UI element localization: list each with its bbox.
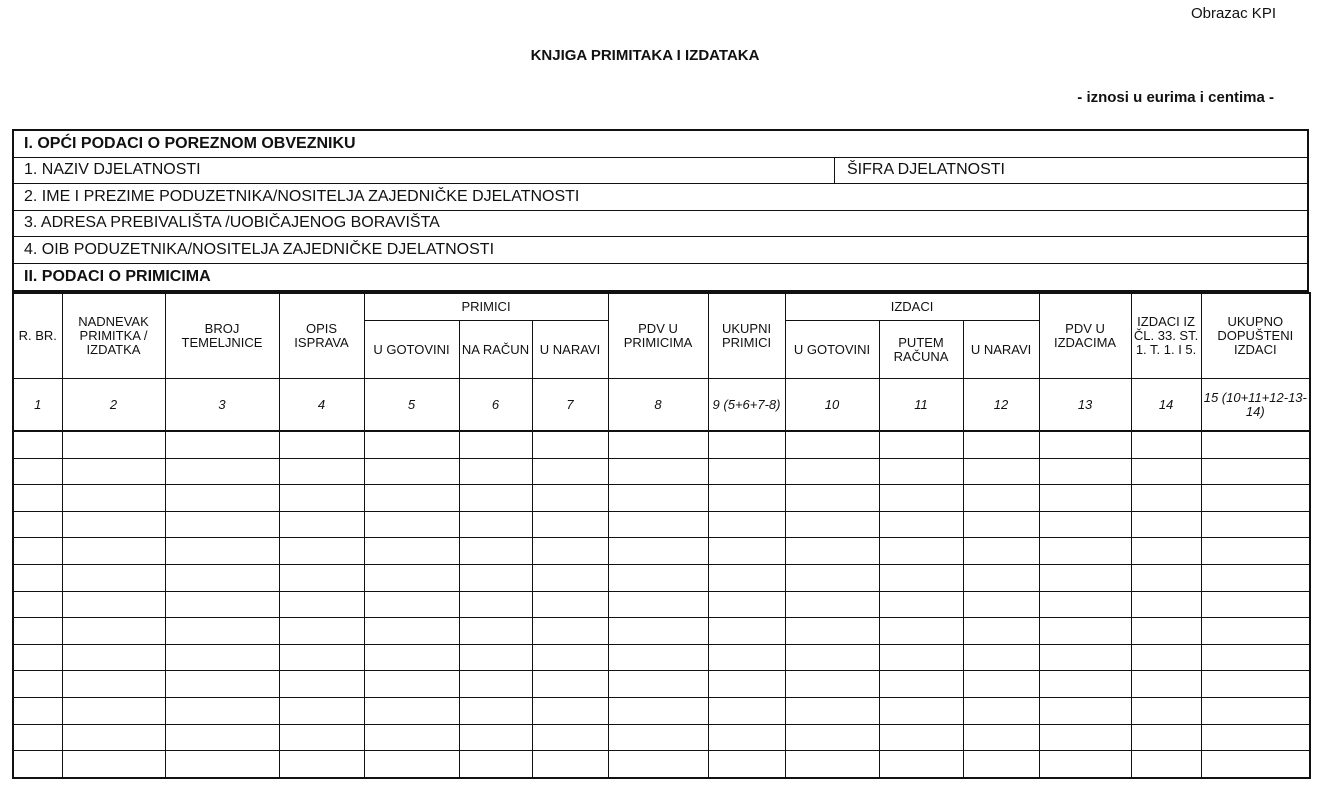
table-cell[interactable]	[1201, 485, 1310, 512]
table-cell[interactable]	[879, 697, 963, 724]
table-cell[interactable]	[459, 751, 532, 778]
table-cell[interactable]	[459, 591, 532, 618]
table-row	[13, 591, 1310, 618]
table-cell[interactable]	[1201, 538, 1310, 565]
table-cell[interactable]	[459, 564, 532, 591]
table-row	[13, 724, 1310, 751]
table-cell[interactable]	[963, 564, 1039, 591]
table-cell[interactable]	[1131, 431, 1201, 458]
table-cell[interactable]	[13, 538, 62, 565]
table-row	[13, 511, 1310, 538]
col-total-allowed-header: UKUPNO DOPUŠTENI IZDACI	[1201, 293, 1310, 379]
table-cell[interactable]	[165, 724, 279, 751]
table-cell[interactable]	[708, 618, 785, 645]
table-row	[13, 751, 1310, 778]
table-cell[interactable]	[963, 485, 1039, 512]
table-cell[interactable]	[279, 724, 364, 751]
table-cell[interactable]	[532, 564, 608, 591]
table-cell[interactable]	[879, 644, 963, 671]
receipts-group-header: PRIMICI	[364, 293, 608, 321]
table-cell[interactable]	[785, 751, 879, 778]
col-total-receipts-header: UKUPNI PRIMICI	[708, 293, 785, 379]
col-number: 13	[1039, 379, 1131, 432]
table-cell[interactable]	[1039, 724, 1131, 751]
address-label: 3. ADRESA PREBIVALIŠTA /UOBIČAJENOG BORAVIŠTA	[24, 214, 440, 232]
owner-name-field[interactable]	[14, 184, 1307, 211]
col-vat-expenses-header: PDV U IZDACIMA	[1039, 293, 1131, 379]
table-cell[interactable]	[13, 458, 62, 485]
table-cell[interactable]	[62, 697, 165, 724]
ledger-body	[13, 431, 1310, 778]
table-cell[interactable]	[279, 697, 364, 724]
col-date-header: NADNEVAK PRIMITKA / IZDATKA	[62, 293, 165, 379]
table-cell[interactable]	[785, 538, 879, 565]
table-cell[interactable]	[608, 671, 708, 698]
table-cell[interactable]	[785, 511, 879, 538]
col-number: 7	[532, 379, 608, 432]
table-cell[interactable]	[364, 697, 459, 724]
col-number: 15 (10+11+12-13-14)	[1201, 379, 1310, 432]
table-cell[interactable]	[62, 538, 165, 565]
table-cell[interactable]	[1201, 671, 1310, 698]
table-row	[13, 644, 1310, 671]
ledger-table	[12, 292, 1311, 779]
table-cell[interactable]	[532, 485, 608, 512]
table-cell[interactable]	[879, 751, 963, 778]
table-cell[interactable]	[13, 431, 62, 458]
table-cell[interactable]	[1039, 751, 1131, 778]
table-cell[interactable]	[13, 671, 62, 698]
table-cell[interactable]	[364, 431, 459, 458]
table-cell[interactable]	[963, 511, 1039, 538]
col-number: 5	[364, 379, 459, 432]
col-number: 14	[1131, 379, 1201, 432]
col-desc-header: OPIS ISPRAVA	[279, 293, 364, 379]
col-doc-no-header: BROJ TEMELJNICE	[165, 293, 279, 379]
table-cell[interactable]	[62, 724, 165, 751]
table-row	[13, 431, 1310, 458]
table-cell[interactable]	[1039, 511, 1131, 538]
table-cell[interactable]	[364, 618, 459, 645]
table-cell[interactable]	[879, 564, 963, 591]
table-cell[interactable]	[963, 591, 1039, 618]
table-cell[interactable]	[165, 751, 279, 778]
table-cell[interactable]	[608, 591, 708, 618]
table-cell[interactable]	[459, 511, 532, 538]
table-cell[interactable]	[608, 724, 708, 751]
business-name-field[interactable]	[14, 158, 1307, 185]
table-cell[interactable]	[13, 644, 62, 671]
table-cell[interactable]	[364, 751, 459, 778]
table-cell[interactable]	[364, 458, 459, 485]
table-cell[interactable]	[785, 591, 879, 618]
table-cell[interactable]	[608, 538, 708, 565]
col-e-cash-header: U GOTOVINI	[785, 321, 879, 379]
header-row-1	[13, 293, 1310, 321]
table-cell[interactable]	[1039, 538, 1131, 565]
table-cell[interactable]	[1131, 697, 1201, 724]
table-cell[interactable]	[165, 697, 279, 724]
col-number: 11	[879, 379, 963, 432]
col-number: 4	[279, 379, 364, 432]
table-cell[interactable]	[364, 511, 459, 538]
col-e-kind-header: U NARAVI	[963, 321, 1039, 379]
table-row	[13, 458, 1310, 485]
table-cell[interactable]	[364, 538, 459, 565]
business-code-label: ŠIFRA DJELATNOSTI	[847, 161, 1005, 179]
table-cell[interactable]	[1131, 538, 1201, 565]
table-cell[interactable]	[532, 431, 608, 458]
table-cell[interactable]	[62, 564, 165, 591]
table-cell[interactable]	[532, 511, 608, 538]
table-cell[interactable]	[1039, 431, 1131, 458]
table-cell[interactable]	[62, 458, 165, 485]
col-number: 10	[785, 379, 879, 432]
table-cell[interactable]	[708, 671, 785, 698]
col-vat-receipts-header: PDV U PRIMICIMA	[608, 293, 708, 379]
table-cell[interactable]	[13, 564, 62, 591]
form-title: KNJIGA PRIMITAKA I IZDATAKA	[530, 47, 760, 64]
col-art33-header: IZDACI IZ ČL. 33. ST. 1. T. 1. I 5.	[1131, 293, 1201, 379]
table-cell[interactable]	[459, 458, 532, 485]
table-cell[interactable]	[1131, 671, 1201, 698]
table-cell[interactable]	[62, 671, 165, 698]
business-code-field[interactable]	[834, 158, 1005, 184]
table-cell[interactable]	[879, 591, 963, 618]
table-cell[interactable]	[13, 751, 62, 778]
col-e-account-header: PUTEM RAČUNA	[879, 321, 963, 379]
table-cell[interactable]	[963, 697, 1039, 724]
owner-name-label: 2. IME I PREZIME PODUZETNIKA/NOSITELJA ZAJEDNIČKE DJELATNOSTI	[24, 187, 580, 205]
col-rbr-header: R. BR.	[13, 293, 62, 379]
table-cell[interactable]	[62, 485, 165, 512]
table-cell[interactable]	[459, 538, 532, 565]
table-row	[13, 671, 1310, 698]
table-cell[interactable]	[532, 644, 608, 671]
table-cell[interactable]	[785, 431, 879, 458]
table-cell[interactable]	[608, 431, 708, 458]
table-cell[interactable]	[459, 671, 532, 698]
table-cell[interactable]	[459, 618, 532, 645]
table-cell[interactable]	[1131, 644, 1201, 671]
form-code: Obrazac KPI	[1190, 5, 1276, 22]
table-cell[interactable]	[459, 644, 532, 671]
table-cell[interactable]	[1039, 644, 1131, 671]
table-cell[interactable]	[1131, 751, 1201, 778]
table-cell[interactable]	[165, 485, 279, 512]
table-cell[interactable]	[364, 644, 459, 671]
table-cell[interactable]	[879, 458, 963, 485]
table-cell[interactable]	[708, 511, 785, 538]
table-cell[interactable]	[459, 724, 532, 751]
table-cell[interactable]	[1131, 564, 1201, 591]
table-cell[interactable]	[785, 644, 879, 671]
table-cell[interactable]	[532, 538, 608, 565]
table-cell[interactable]	[879, 538, 963, 565]
table-cell[interactable]	[165, 458, 279, 485]
table-cell[interactable]	[1039, 618, 1131, 645]
table-cell[interactable]	[1131, 618, 1201, 645]
table-cell[interactable]	[785, 485, 879, 512]
column-number-row	[13, 379, 1310, 432]
table-cell[interactable]	[279, 431, 364, 458]
table-cell[interactable]	[364, 485, 459, 512]
table-cell[interactable]	[785, 564, 879, 591]
table-cell[interactable]	[1131, 591, 1201, 618]
business-name-label: 1. NAZIV DJELATNOSTI	[24, 161, 201, 179]
table-cell[interactable]	[708, 644, 785, 671]
table-cell[interactable]	[708, 458, 785, 485]
table-row	[13, 538, 1310, 565]
table-cell[interactable]	[608, 485, 708, 512]
table-cell[interactable]	[963, 724, 1039, 751]
table-cell[interactable]	[608, 751, 708, 778]
table-cell[interactable]	[532, 591, 608, 618]
table-cell[interactable]	[165, 538, 279, 565]
col-number: 1	[13, 379, 62, 432]
table-cell[interactable]	[708, 431, 785, 458]
table-cell[interactable]	[1039, 671, 1131, 698]
col-number: 8	[608, 379, 708, 432]
table-cell[interactable]	[165, 644, 279, 671]
col-number: 9 (5+6+7-8)	[708, 379, 785, 432]
table-cell[interactable]	[62, 618, 165, 645]
table-row	[13, 485, 1310, 512]
table-cell[interactable]	[279, 751, 364, 778]
table-cell[interactable]	[165, 431, 279, 458]
table-cell[interactable]	[1201, 458, 1310, 485]
table-cell[interactable]	[608, 458, 708, 485]
table-cell[interactable]	[165, 671, 279, 698]
table-cell[interactable]	[879, 511, 963, 538]
table-cell[interactable]	[785, 671, 879, 698]
table-cell[interactable]	[1201, 618, 1310, 645]
table-cell[interactable]	[1039, 591, 1131, 618]
table-cell[interactable]	[708, 538, 785, 565]
table-cell[interactable]	[1131, 485, 1201, 512]
table-row	[13, 697, 1310, 724]
table-cell[interactable]	[364, 591, 459, 618]
table-cell[interactable]	[608, 564, 708, 591]
table-cell[interactable]	[1201, 751, 1310, 778]
table-cell[interactable]	[963, 431, 1039, 458]
table-cell[interactable]	[62, 431, 165, 458]
table-cell[interactable]	[459, 431, 532, 458]
expenses-group-header: IZDACI	[785, 293, 1039, 321]
table-cell[interactable]	[13, 511, 62, 538]
table-cell[interactable]	[532, 697, 608, 724]
table-cell[interactable]	[608, 644, 708, 671]
table-cell[interactable]	[279, 511, 364, 538]
table-cell[interactable]	[708, 724, 785, 751]
table-cell[interactable]	[1039, 697, 1131, 724]
table-cell[interactable]	[708, 591, 785, 618]
table-cell[interactable]	[1201, 697, 1310, 724]
table-cell[interactable]	[1201, 564, 1310, 591]
table-cell[interactable]	[279, 538, 364, 565]
address-field[interactable]	[14, 211, 1307, 238]
col-number: 2	[62, 379, 165, 432]
table-cell[interactable]	[62, 751, 165, 778]
table-cell[interactable]	[708, 697, 785, 724]
table-cell[interactable]	[1131, 511, 1201, 538]
table-cell[interactable]	[279, 564, 364, 591]
table-cell[interactable]	[279, 671, 364, 698]
table-cell[interactable]	[879, 485, 963, 512]
table-cell[interactable]	[459, 485, 532, 512]
table-cell[interactable]	[364, 564, 459, 591]
table-cell[interactable]	[13, 591, 62, 618]
table-cell[interactable]	[608, 511, 708, 538]
table-cell[interactable]	[532, 618, 608, 645]
table-cell[interactable]	[1201, 591, 1310, 618]
table-cell[interactable]	[879, 431, 963, 458]
table-cell[interactable]	[963, 644, 1039, 671]
table-cell[interactable]	[165, 618, 279, 645]
table-cell[interactable]	[532, 671, 608, 698]
section1-heading-row	[14, 131, 1307, 158]
table-cell[interactable]	[532, 458, 608, 485]
oib-label: 4. OIB PODUZETNIKA/NOSITELJA ZAJEDNIČKE DJELATNOSTI	[24, 240, 495, 258]
col-number: 12	[963, 379, 1039, 432]
table-cell[interactable]	[1201, 724, 1310, 751]
table-cell[interactable]	[785, 724, 879, 751]
table-cell[interactable]	[963, 751, 1039, 778]
col-number: 6	[459, 379, 532, 432]
table-cell[interactable]	[708, 485, 785, 512]
section2-heading-row	[14, 264, 1307, 292]
table-cell[interactable]	[879, 671, 963, 698]
table-cell[interactable]	[165, 591, 279, 618]
table-cell[interactable]	[785, 458, 879, 485]
table-cell[interactable]	[963, 618, 1039, 645]
table-cell[interactable]	[1201, 431, 1310, 458]
table-cell[interactable]	[279, 485, 364, 512]
table-cell[interactable]	[13, 697, 62, 724]
table-cell[interactable]	[279, 618, 364, 645]
table-cell[interactable]	[532, 751, 608, 778]
table-cell[interactable]	[459, 697, 532, 724]
currency-note: - iznosi u eurima i centima -	[1077, 89, 1274, 106]
table-row	[13, 618, 1310, 645]
general-data-section	[12, 129, 1309, 292]
col-r-cash-header: U GOTOVINI	[364, 321, 459, 379]
table-cell[interactable]	[1131, 724, 1201, 751]
section2-heading: II. PODACI O PRIMICIMA	[24, 267, 211, 285]
table-row	[13, 564, 1310, 591]
col-number: 3	[165, 379, 279, 432]
table-cell[interactable]	[165, 511, 279, 538]
table-cell[interactable]	[1039, 485, 1131, 512]
table-cell[interactable]	[785, 618, 879, 645]
table-cell[interactable]	[963, 671, 1039, 698]
table-cell[interactable]	[13, 485, 62, 512]
table-cell[interactable]	[364, 724, 459, 751]
table-cell[interactable]	[62, 511, 165, 538]
table-cell[interactable]	[708, 751, 785, 778]
table-cell[interactable]	[279, 591, 364, 618]
table-cell[interactable]	[608, 697, 708, 724]
table-cell[interactable]	[532, 724, 608, 751]
table-cell[interactable]	[963, 538, 1039, 565]
table-cell[interactable]	[279, 644, 364, 671]
table-cell[interactable]	[879, 724, 963, 751]
table-cell[interactable]	[1131, 458, 1201, 485]
table-cell[interactable]	[1039, 458, 1131, 485]
table-cell[interactable]	[608, 618, 708, 645]
table-cell[interactable]	[708, 564, 785, 591]
col-r-account-header: NA RAČUN	[459, 321, 532, 379]
table-cell[interactable]	[1201, 644, 1310, 671]
table-cell[interactable]	[165, 564, 279, 591]
col-r-kind-header: U NARAVI	[532, 321, 608, 379]
table-cell[interactable]	[1201, 511, 1310, 538]
table-cell[interactable]	[785, 697, 879, 724]
table-cell[interactable]	[879, 618, 963, 645]
section1-heading: I. OPĆI PODACI O POREZNOM OBVEZNIKU	[24, 134, 356, 152]
table-cell[interactable]	[963, 458, 1039, 485]
table-cell[interactable]	[62, 644, 165, 671]
table-cell[interactable]	[13, 724, 62, 751]
table-cell[interactable]	[364, 671, 459, 698]
table-cell[interactable]	[13, 618, 62, 645]
table-cell[interactable]	[62, 591, 165, 618]
table-cell[interactable]	[1039, 564, 1131, 591]
oib-field[interactable]	[14, 237, 1307, 264]
table-cell[interactable]	[279, 458, 364, 485]
